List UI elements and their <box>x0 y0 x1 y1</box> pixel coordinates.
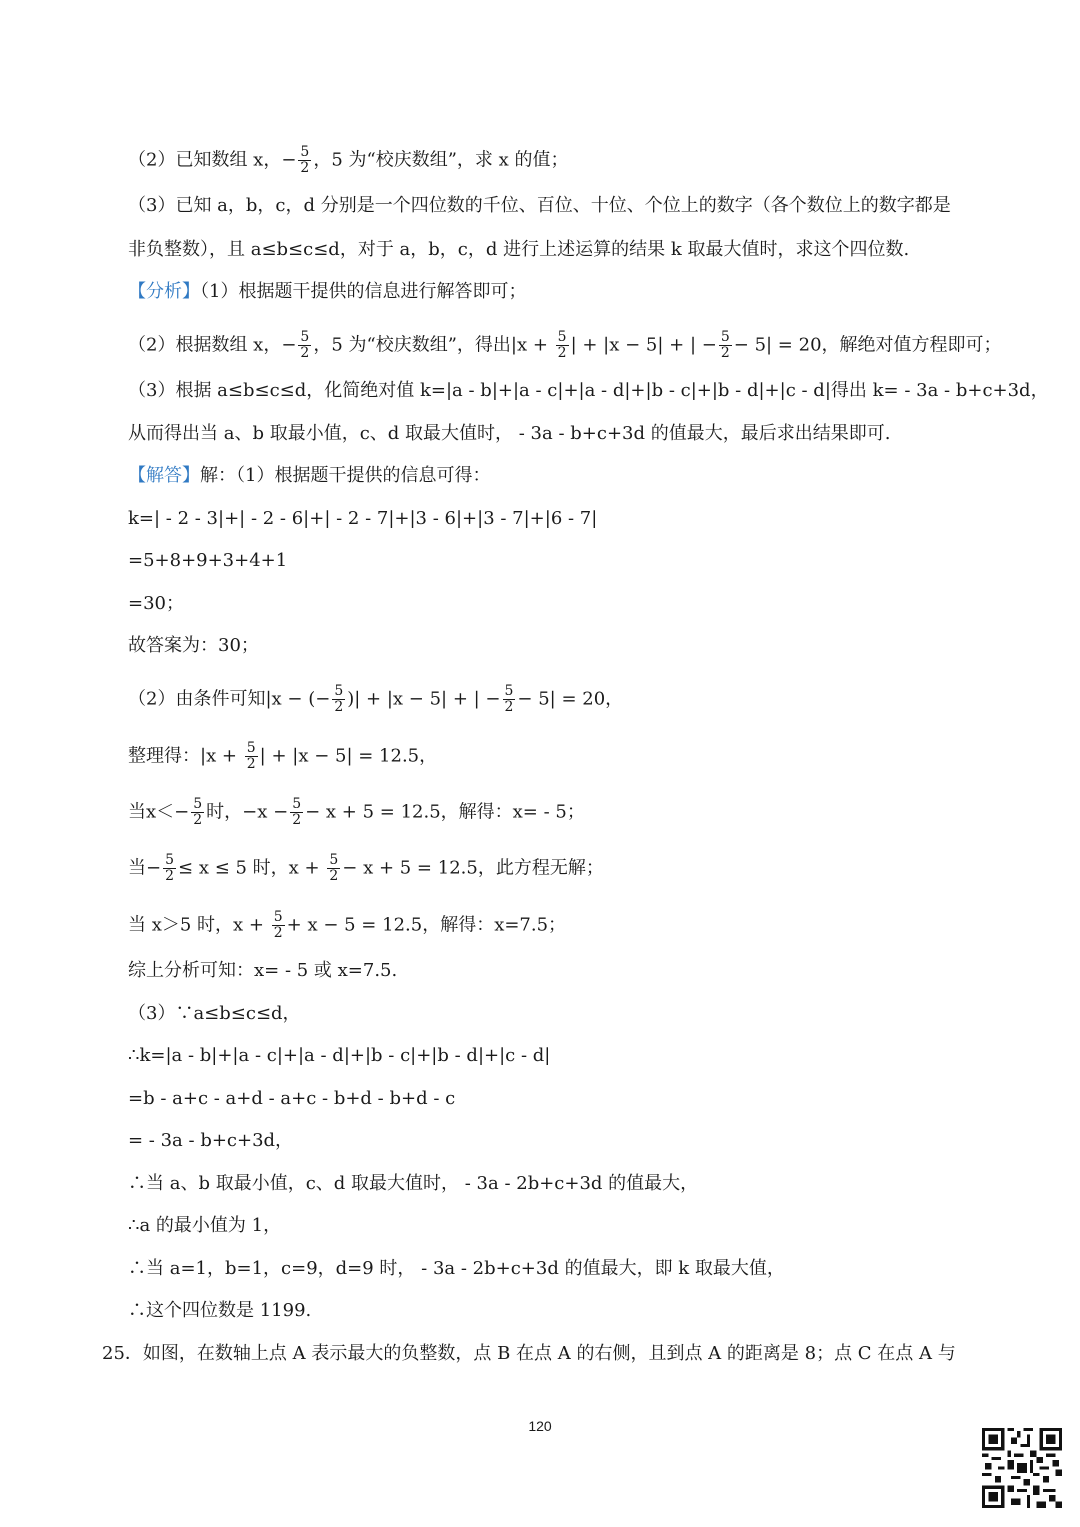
text-line <box>128 1001 1080 1027</box>
fraction-numerator: 5 <box>504 683 514 699</box>
text-run: （2）已知数组 x，− <box>128 149 297 171</box>
text-run: = - 3a - b+c+3d， <box>128 1130 294 1151</box>
fraction-denominator: 2 <box>193 812 203 828</box>
fraction <box>332 684 345 715</box>
text-run: 整理得：|x + <box>128 745 243 767</box>
fraction-numerator: 5 <box>273 909 283 925</box>
fraction-numerator: 5 <box>165 852 175 868</box>
text-line <box>128 237 1080 263</box>
text-line <box>128 741 1080 772</box>
section-tag: 【分析】 <box>128 281 200 302</box>
fraction-denominator: 2 <box>300 345 310 361</box>
text-run: − 5| = 20，解绝对值方程即可； <box>733 334 1002 356</box>
text-run: k=| - 2 - 3|+| - 2 - 6|+| - 2 - 7|+|3 - 6|+|3 - 7|+|6 - 7| <box>128 508 598 529</box>
fraction-numerator: 5 <box>329 852 339 868</box>
fraction-denominator: 2 <box>329 868 339 884</box>
text-run: ，5 为“校庆数组”，求 x 的值； <box>313 149 569 171</box>
text-line <box>128 1298 1080 1324</box>
fraction-denominator: 2 <box>292 812 302 828</box>
fraction-denominator: 2 <box>557 345 567 361</box>
section-tag: 【解答】 <box>128 465 200 486</box>
fraction-denominator: 2 <box>334 699 344 715</box>
fraction-numerator: 5 <box>300 144 310 160</box>
text-line <box>128 1171 1080 1197</box>
fraction-denominator: 2 <box>165 868 175 884</box>
fraction <box>245 741 258 772</box>
text-run: 当 x＞5 时，x + <box>128 914 270 936</box>
text-run: =5+8+9+3+4+1 <box>128 550 288 571</box>
text-line <box>128 1043 1080 1069</box>
text-line <box>128 506 1080 532</box>
text-run: − x + 5 = 12.5，解得：x= - 5； <box>305 801 585 823</box>
fraction <box>163 853 176 884</box>
text-line <box>128 1086 1080 1112</box>
fraction <box>298 145 311 176</box>
fraction <box>290 797 303 828</box>
text-run: 25．如图，在数轴上点 A 表示最大的负整数，点 B 在点 A 的右侧，且到点 A 的距离是 8；点 C 在点 A 与 <box>102 1343 956 1364</box>
fraction <box>556 330 569 361</box>
text-run: 当− <box>128 857 162 879</box>
text-line <box>128 193 1080 219</box>
text-line <box>128 330 1080 361</box>
text-line <box>102 1341 1080 1367</box>
fraction-numerator: 5 <box>557 329 567 345</box>
fraction <box>503 684 516 715</box>
text-line <box>128 958 1080 984</box>
fraction-denominator: 2 <box>504 699 514 715</box>
text-run: =30； <box>128 593 184 614</box>
text-line <box>128 378 1080 404</box>
text-run: ，5 为“校庆数组”，得出|x + <box>313 334 554 356</box>
text-line <box>128 797 1080 828</box>
text-run: ∴k=|a - b|+|a - c|+|a - d|+|b - c|+|b - d|+|c - d| <box>128 1045 551 1066</box>
text-line <box>128 463 1080 489</box>
fraction <box>327 853 340 884</box>
text-run: 综上分析可知：x= - 5 或 x=7.5. <box>128 960 398 981</box>
text-line <box>128 279 1080 305</box>
fraction <box>298 330 311 361</box>
fraction <box>191 797 204 828</box>
fraction-denominator: 2 <box>720 345 730 361</box>
text-line <box>128 853 1080 884</box>
text-run: 当x＜− <box>128 801 190 823</box>
text-line <box>128 548 1080 574</box>
fraction-denominator: 2 <box>246 756 256 772</box>
text-run: | + |x − 5| = 12.5， <box>259 745 438 767</box>
text-line <box>128 1213 1080 1239</box>
fraction-numerator: 5 <box>193 796 203 812</box>
text-run: | + |x − 5| + | − <box>570 334 717 356</box>
text-line <box>128 1128 1080 1154</box>
qr-code-icon <box>982 1428 1062 1508</box>
text-run: 解：（1）根据题干提供的信息可得： <box>200 465 491 486</box>
text-run: )| + |x − 5| + | − <box>347 688 501 710</box>
text-run: + x − 5 = 12.5，解得：x=7.5； <box>286 914 567 936</box>
text-run: − 5| = 20， <box>517 688 624 710</box>
text-run: （2）由条件可知|x − (− <box>128 688 331 710</box>
fraction-numerator: 5 <box>720 329 730 345</box>
text-line <box>128 591 1080 617</box>
page-number: 120 <box>528 1418 552 1434</box>
text-line <box>128 421 1080 447</box>
text-run: 时，−x − <box>206 801 289 823</box>
text-line <box>128 633 1080 659</box>
text-line <box>128 1256 1080 1282</box>
fraction <box>272 910 285 941</box>
text-run: − x + 5 = 12.5，此方程无解； <box>342 857 604 879</box>
text-run: ∴这个四位数是 1199. <box>128 1300 312 1321</box>
text-run: 故答案为：30； <box>128 635 259 656</box>
text-run: ∴当 a、b 取最小值，c、d 取最大值时， - 3a - 2b+c+3d 的值最大， <box>128 1173 699 1194</box>
fraction-numerator: 5 <box>246 740 256 756</box>
text-run: ∴a 的最小值为 1， <box>128 1215 282 1236</box>
fraction-denominator: 2 <box>273 925 283 941</box>
text-run: （3）已知 a，b，c，d 分别是一个四位数的千位、百位、十位、个位上的数字（各个数位上的数字都是 <box>128 195 951 216</box>
fraction-numerator: 5 <box>300 329 310 345</box>
text-line <box>128 910 1080 941</box>
text-run: =b - a+c - a+d - a+c - b+d - b+d - c <box>128 1088 456 1109</box>
text-run: ∴当 a=1，b=1，c=9，d=9 时， - 3a - 2b+c+3d 的值最大，即 k 取最大值， <box>128 1258 785 1279</box>
fraction-numerator: 5 <box>292 796 302 812</box>
text-line <box>128 684 1080 715</box>
text-line <box>128 145 1080 176</box>
text-run: ≤ x ≤ 5 时，x + <box>178 857 326 879</box>
text-run: （3）根据 a≤b≤c≤d，化简绝对值 k=|a - b|+|a - c|+|a - d|+|b - c|+|b - d|+|c - d|得出 k= - 3a - b+c+3d， <box>128 380 1049 401</box>
text-run: （3）∵a≤b≤c≤d， <box>128 1003 301 1024</box>
text-run: （1）根据题干提供的信息进行解答即可； <box>200 281 527 302</box>
text-run: 从而得出当 a、b 取最小值，c、d 取最大值时， - 3a - b+c+3d 的值最大，最后求出结果即可. <box>128 423 891 444</box>
fraction-denominator: 2 <box>300 160 310 176</box>
text-run: 非负整数），且 a≤b≤c≤d，对于 a，b，c，d 进行上述运算的结果 k 取最大值时，求这个四位数. <box>128 239 910 260</box>
fraction-numerator: 5 <box>334 683 344 699</box>
fraction <box>719 330 732 361</box>
text-run: （2）根据数组 x，− <box>128 334 297 356</box>
